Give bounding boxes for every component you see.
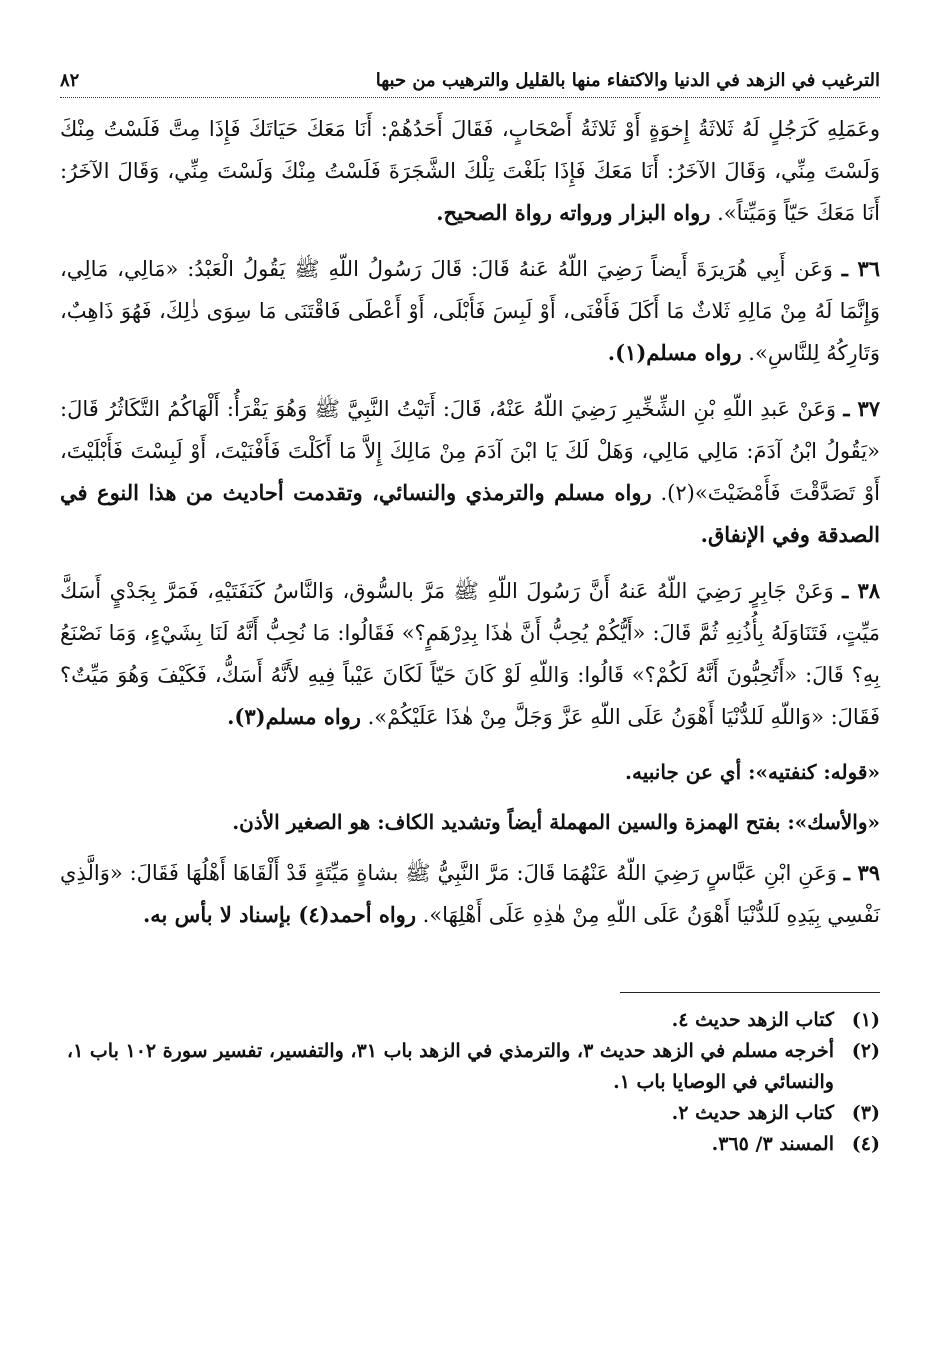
footnote-mark: (١) [851,1009,880,1031]
footnotes-list [60,1005,880,1160]
hadith-paragraph [60,388,880,556]
hadith-text: وَعَنْ عَبدِ اللّهِ بْنِ الشِّخِّيرِ رَضِيَ اللّهُ عَنْهُ، قَالَ: أَتَيْتُ النَّبِيَّ ﷺ وَهُوَ يَقْرَأُ: أَلْهَاكُمُ التَّكَاثُرُ قَالَ: «يَقُولُ ابْنُ آدَمَ: مَالِي مَالِي، وَهَلْ لَكَ يَا ابْنَ آدَمَ مِنْ مَالِكَ إِلاَّ مَا أَكَلْتَ فَأَفْنَيْتَ، أَوْ لَبِسْتَ فَأَبْلَيْتَ، أَوْ تَصَدَّقْتَ فَأَمْضَيْتَ»(٢). [60,397,880,505]
hadith-number: ٣٨ ـ [842,578,880,603]
page-header [60,70,880,98]
narration-text: رواه مسلم(٣). [227,704,361,729]
footnote-text: كتاب الزهد حديث ٢. [671,1102,834,1124]
hadith-number: ٣٩ ـ [843,860,880,885]
footnote-text: أخرجه مسلم في الزهد حديث ٣، والترمذي في الزهد باب ٣١، والتفسير، تفسير سورة ١٠٢ باب ١، والنسائي في الوصايا باب ١. [66,1040,834,1093]
hadith-text: وعَمَلِهِ كَرَجُلٍ لَهُ ثَلاثَةُ إِخوَةٍ أَوْ ثَلاثَةُ أَصْحَابٍ، فَقَالَ أَحَدُهُمْ: أَنَا مَعَكَ حَيَاتَكَ فَإِذَا مِتَّ فَلَسْتُ مِنْكَ وَلَسْتَ مِنِّي، وَقَالَ الآخَرُ: أَنَا مَعَكَ فَإِذَا بَلَغْتَ تِلْكَ الشَّجَرَةَ فَلَسْتُ مِنْكَ وَلَسْتَ مِنِّي، وَقَالَ الآخَرُ: أَنَا مَعَكَ حَيّاً وَمَيِّتاً». [60,117,880,225]
explanatory-note: «قوله: كنفتيه»: أي عن جانبيه. [625,760,880,784]
book-page [60,70,880,1160]
hadith-number: ٣٧ ـ [843,396,880,421]
footnote-mark: (٢) [851,1040,880,1062]
footnote-mark: (٣) [851,1102,880,1124]
narration-text: رواه مسلم(١). [607,340,742,365]
footnote-mark: (٤) [851,1133,880,1155]
footnote-text: المسند ٣/ ٣٦٥. [711,1133,834,1155]
hadith-text: وَعَنْ جَابِرٍ رَضِيَ اللّهُ عَنهُ أَنَّ رَسُولَ اللّهِ ﷺ مَرَّ بالسُّوق، وَالنَّاسُ كَنَفَتَيْهِ، فَمَرَّ بِجَدْيٍ أَسَكَّ مَيِّتٍ، فَتَنَاوَلَهُ بِأُذُنِهِ ثُمَّ قَالَ: «أَيُّكُمْ يُحِبُّ أَنَّ هٰذَا بِدِرْهَمٍ؟» فَقَالُوا: مَا نُحِبُّ أَنَّهُ لَنَا بِشَيْءٍ، وَمَا نَصْنَعُ بِهِ؟ قَالَ: «أَتُحِبُّونَ أَنَّهُ لَكُمْ؟» قَالُوا: وَاللّهِ لَوْ كَانَ حَيّاً لَكَانَ عَيْباً فِيهِ لأَنَّهُ أَسَكُّ، فَكَيْفَ وَهُوَ مَيِّتٌ؟ فَقَالَ: «وَاللّهِ لَلدُّنْيَا أَهْوَنُ عَلَى اللّهِ عَزَّ وَجَلَّ مِنْ هٰذَا عَلَيْكُمْ». [60,579,880,729]
footnote-item [60,1129,880,1160]
hadith-paragraph [60,108,880,234]
narration-text: رواه البزار ورواته رواة الصحيح. [436,200,711,225]
narration-text: رواه أحمد(٤) بإسناد لا بأس به. [142,902,416,927]
footnote-item [60,1098,880,1129]
footnote-item [60,1005,880,1036]
page-number: ٨٢ [60,70,80,91]
explanatory-note: «والأسك»: بفتح الهمزة والسين المهملة أيضاً وتشديد الكاف: هو الصغير الأذن. [232,810,880,834]
hadith-number: ٣٦ ـ [841,256,880,281]
hadith-paragraph [60,852,880,936]
footnote-text: كتاب الزهد حديث ٤. [671,1009,834,1031]
running-title: الترغيب في الزهد في الدنيا والاكتفاء منها بالقليل والترهيب من حبها [375,70,880,91]
hadith-text: وَعَنِ ابْنِ عَبَّاسٍ رَضِيَ اللّهُ عَنْهُمَا قَالَ: مَرَّ النَّبِيُّ ﷺ بشاةٍ مَيِّتَةٍ قَدْ أَلْقَاهَا أَهْلُهَا فَقَالَ: «وَالَّذِي نَفْسِي بِيَدِهِ لَلدُّنْيَا أَهْوَنُ عَلَى اللّهِ مِنْ هٰذِهِ عَلَى أَهْلِهَا». [60,861,880,927]
hadith-paragraph [60,248,880,374]
footnote-item [60,1036,880,1098]
narration-text: رواه مسلم والترمذي والنسائي، وتقدمت أحاديث من هذا النوع في الصدقة وفي الإنفاق. [60,480,880,547]
footnote-divider [620,992,880,993]
hadith-text: وَعَن أَبِي هُرَيرَةَ أَيضاً رَضِيَ اللّهُ عَنهُ قَالَ: قَالَ رَسُولُ اللّهِ ﷺ يَقُولُ الْعَبْدُ: «مَالِي، مَالِي، وَإِنَّمَا لَهُ مِنْ مَالِهِ ثَلاثٌ مَا أَكَلَ فَأَفْنَى، أَوْ لَبِسَ فَأَبْلَى، أَوْ أَعْطَى فَاقْتَنَى مَا سِوَى ذٰلِكَ، فَهُوَ ذَاهِبٌ، وَتَارِكُهُ لِلنَّاسِ». [60,257,880,365]
hadith-paragraph [60,570,880,738]
